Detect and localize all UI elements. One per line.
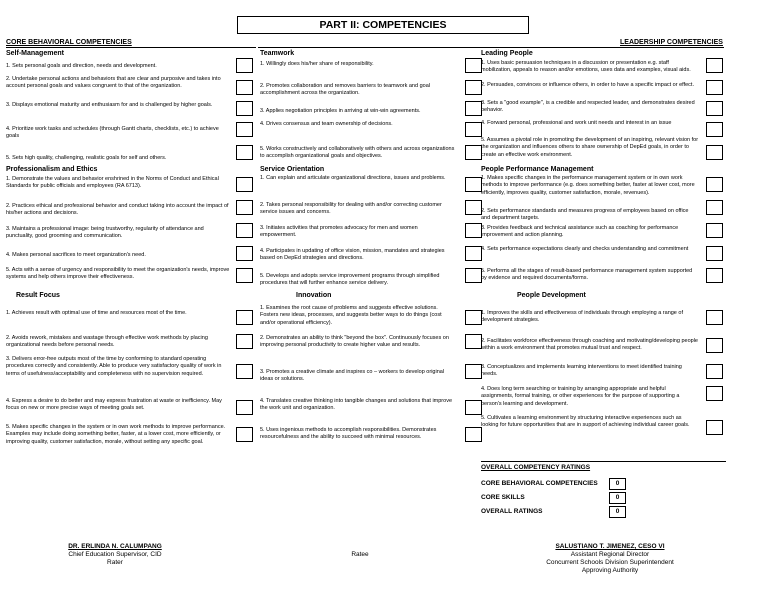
rating-box-innovation-3[interactable]	[465, 364, 482, 379]
rating-box-people-performance-2[interactable]	[706, 200, 723, 215]
service-orientation-item-2: 2. Takes personal responsibility for dealing with and/or correcting customer service issues and concerns.	[260, 202, 442, 216]
rating-box-innovation-5[interactable]	[465, 427, 482, 442]
approver-role: Approving Authority	[581, 567, 639, 574]
rating-box-teamwork-4[interactable]	[465, 122, 482, 137]
rating-box-self-management-1[interactable]	[236, 58, 253, 73]
core-competencies-heading: CORE BEHAVIORAL COMPETENCIES	[6, 39, 132, 46]
section-title-innovation: Innovation	[296, 292, 332, 299]
rating-box-service-orientation-5[interactable]	[465, 268, 482, 283]
innovation-item-3: 3. Promotes a creative climate and inspires co – workers to develop original ideas or solutions.	[260, 369, 445, 383]
rating-box-professionalism-5[interactable]	[236, 268, 253, 283]
self-management-item-5: 5. Sets high quality, challenging, realistic goals for self and others.	[6, 155, 167, 161]
overall-core-skills-label: CORE SKILLS	[481, 494, 525, 501]
self-management-item-1: 1. Sets personal goals and direction, needs and development.	[6, 63, 157, 69]
rating-box-teamwork-3[interactable]	[465, 101, 482, 116]
rating-box-professionalism-2[interactable]	[236, 200, 253, 215]
leading-people-item-4: 4. Forward personal, professional and work unit needs and interest in an issue	[481, 120, 672, 126]
rating-box-leading-people-1[interactable]	[706, 58, 723, 73]
leadership-heading-rule	[258, 47, 724, 48]
page-title: PART II: COMPETENCIES	[237, 16, 529, 34]
section-title-professionalism: Professionalism and Ethics	[6, 166, 98, 173]
approver-signature-block	[520, 543, 700, 575]
rating-box-result-focus-4[interactable]	[236, 400, 253, 415]
overall-core-behavioral-label: CORE BEHAVIORAL COMPETENCIES	[481, 480, 598, 487]
rating-box-teamwork-5[interactable]	[465, 145, 482, 160]
rating-box-result-focus-5[interactable]	[236, 427, 253, 442]
people-development-item-5: 5. Cultivates a learning environment by structuring interactive experiences such as looking for future opportunities that are in support of achieving individual career goals.	[481, 415, 690, 429]
rating-box-leading-people-4[interactable]	[706, 122, 723, 137]
rating-box-people-performance-5[interactable]	[706, 268, 723, 283]
ratee-label: Ratee	[351, 551, 369, 558]
people-performance-item-3: 3. Provides feedback and technical assistance such as coaching for performance improvement and action planning.	[481, 225, 679, 239]
overall-core-behavioral-value: 0	[609, 478, 626, 490]
teamwork-item-1: 1. Willingly does his/her share of responsibility.	[260, 61, 374, 67]
people-development-item-4: 4. Does long term searching or training by arranging appropriate and helpful assignments, formal training, or other experiences for the purpose of supporting a person's learning and development.	[481, 386, 680, 407]
rating-box-people-development-4[interactable]	[706, 386, 723, 401]
people-performance-item-4: 4. Sets performance expectations clearly and checks understanding and commitment	[481, 246, 689, 252]
rating-box-self-management-3[interactable]	[236, 101, 253, 116]
professionalism-item-5: 5. Acts with a sense of urgency and responsibility to meet the organization's needs, improve systems and help others improve their effectiveness.	[6, 267, 230, 281]
section-title-service-orientation: Service Orientation	[260, 166, 325, 173]
service-orientation-item-4: 4. Participates in updating of office vision, mission, mandates and strategies based on DepEd strategies and directions.	[260, 248, 445, 262]
rating-box-self-management-2[interactable]	[236, 80, 253, 95]
people-performance-item-2: 2. Sets performance standards and measures progress of employees based on office and department targets.	[481, 208, 689, 222]
innovation-item-4: 4. Translates creative thinking into tangible changes and solutions that improve the work unit and organization.	[260, 398, 453, 412]
rating-box-people-performance-4[interactable]	[706, 246, 723, 261]
professionalism-item-2: 2. Practices ethical and professional behavior and conduct taking into account the impact of his/her actions and decisions.	[6, 203, 229, 217]
rating-box-service-orientation-2[interactable]	[465, 200, 482, 215]
leading-people-item-5: 5. Assumes a pivotal role in promoting the development of an inspiring, relevant vision for the organization and influences others to share ownership of DepEd goals, in order to create an effective work environment.	[481, 137, 699, 158]
people-performance-item-1: 1. Makes specific changes in the performance management system or in own work methods to improve performance (e.g. does something better, faster at lower cost, more efficiently, improves quality, customer satisfaction, morale, revenues).	[481, 175, 695, 196]
rating-box-people-performance-1[interactable]	[706, 177, 723, 192]
rater-signature-block	[40, 543, 190, 567]
people-development-item-1: 1. Improves the skills and effectiveness of individuals through employing a range of development strategies.	[481, 310, 683, 324]
people-development-item-2: 2. Facilitates workforce effectiveness through coaching and motivating/developing people within a work environment that promotes mutual trust and respect.	[481, 338, 698, 352]
service-orientation-item-1: 1. Can explain and articulate organizational directions, issues and problems.	[260, 175, 446, 181]
rating-box-result-focus-2[interactable]	[236, 334, 253, 349]
innovation-item-2: 2. Demonstrates an ability to think "beyond the box". Continuously focuses on improving personal productivity to create higher value and results.	[260, 335, 449, 349]
rating-box-service-orientation-1[interactable]	[465, 177, 482, 192]
overall-divider	[481, 461, 726, 462]
rating-box-people-development-2[interactable]	[706, 338, 723, 353]
result-focus-item-1: 1. Achieves result with optimal use of time and resources most of the time.	[6, 310, 187, 316]
teamwork-item-2: 2. Promotes collaboration and removes barriers to teamwork and goal accomplishment across the organization.	[260, 83, 430, 97]
section-title-people-development: People Development	[517, 292, 586, 299]
innovation-item-5: 5. Uses ingenious methods to accomplish responsibilities. Demonstrates resourcefulness and the ability to succeed with minimal resources.	[260, 427, 437, 441]
rating-box-service-orientation-3[interactable]	[465, 223, 482, 238]
teamwork-item-3: 3. Applies negotiation principles in arriving at win-win agreements.	[260, 108, 421, 114]
section-title-teamwork: Teamwork	[260, 50, 295, 57]
professionalism-item-1: 1. Demonstrate the values and behavior enshrined in the Norms of Conduct and Ethical Standards for public officials and employees (RA 6713).	[6, 176, 219, 190]
rating-box-professionalism-1[interactable]	[236, 177, 253, 192]
rater-name: DR. ERLINDA N. CALUMPANG	[68, 543, 162, 550]
section-title-self-management: Self-Management	[6, 50, 64, 57]
rater-role: Rater	[107, 559, 123, 566]
result-focus-item-4: 4. Express a desire to do better and may express frustration at waste or inefficiency. May focus on new or more precise ways of meeting goals set.	[6, 398, 222, 412]
overall-ratings-heading: OVERALL COMPETENCY RATINGS	[481, 464, 591, 471]
rating-box-people-performance-3[interactable]	[706, 223, 723, 238]
section-title-people-performance: People Performance Management	[481, 166, 594, 173]
overall-ratings-label: OVERALL RATINGS	[481, 508, 543, 515]
rating-box-people-development-1[interactable]	[706, 310, 723, 325]
result-focus-item-3: 3. Delivers error-free outputs most of the time by conforming to standard operating procedures correctly and consistently. Able to produce very satisfactory quality of work in terms of usefulness/acceptability and completeness with no supervision required.	[6, 356, 222, 377]
people-development-item-3: 3. Conceptualizes and implements learning interventions to meet identified training needs.	[481, 364, 682, 378]
service-orientation-item-5: 5. Develops and adopts service improvement programs through simplified procedures that will further enhance service delivery.	[260, 273, 440, 287]
leading-people-item-3: 3. Sets a "good example", is a credible and respected leader, and demonstrates desired behavior.	[481, 100, 695, 114]
rating-box-teamwork-1[interactable]	[465, 58, 482, 73]
innovation-item-1: 1. Examines the root cause of problems and suggests effective solutions. Fosters new ideas, processes, and suggests better ways to do things (cost and/or operational efficiency).	[260, 305, 442, 326]
rating-box-innovation-1[interactable]	[465, 310, 482, 325]
self-management-item-2: 2. Undertake personal actions and behaviors that are clear and purposive and takes into account personal goals and values congruent to that of the organization.	[6, 76, 221, 90]
leadership-competencies-heading: LEADERSHIP COMPETENCIES	[620, 39, 723, 46]
rating-box-professionalism-3[interactable]	[236, 223, 253, 238]
rating-box-leading-people-2[interactable]	[706, 80, 723, 95]
leading-people-item-2: 2. Persuades, convinces or influence others, in order to have a specific impact or effect.	[481, 82, 694, 88]
professionalism-item-4: 4. Makes personal sacrifices to meet organization's need.	[6, 252, 146, 258]
rating-box-result-focus-1[interactable]	[236, 310, 253, 325]
self-management-item-4: 4. Prioritize work tasks and schedules (through Gantt charts, checklists, etc.) to achieve goals	[6, 126, 219, 140]
rating-box-innovation-2[interactable]	[465, 334, 482, 349]
approver-name: SALUSTIANO T. JIMENEZ, CESO VI	[555, 543, 665, 550]
teamwork-item-4: 4. Drives consensus and team ownership of decisions.	[260, 121, 393, 127]
rating-box-people-development-5[interactable]	[706, 420, 723, 435]
result-focus-item-2: 2. Avoids rework, mistakes and wastage through effective work methods by placing organizational needs before personal needs.	[6, 335, 208, 349]
rating-box-people-development-3[interactable]	[706, 364, 723, 379]
rating-box-professionalism-4[interactable]	[236, 246, 253, 261]
professionalism-item-3: 3. Maintains a professional image: being trustworthy, regularity of attendance and punctuality, good grooming and communication.	[6, 226, 204, 240]
rating-box-service-orientation-4[interactable]	[465, 246, 482, 261]
leading-people-item-1: 1. Uses basic persuasion techniques in a discussion or presentation e.g. staff mobilization, appeals to reason and/or emotions, uses data and examples, visual aids.	[481, 60, 691, 74]
rating-box-teamwork-2[interactable]	[465, 80, 482, 95]
rater-position: Chief Education Supervisor, CID	[68, 551, 162, 558]
rating-box-leading-people-3[interactable]	[706, 101, 723, 116]
teamwork-item-5: 5. Works constructively and collaboratively with others and across organizations to accomplish organizational goals and objectives.	[260, 146, 455, 160]
people-performance-item-5: 5. Performs all the stages of result-based performance management system supported by evidence and required documents/forms.	[481, 268, 693, 282]
self-management-item-3: 3. Displays emotional maturity and enthusiasm for and is challenged by higher goals.	[6, 102, 213, 108]
service-orientation-item-3: 3. Initiates activities that promotes advocacy for men and women empowerment.	[260, 225, 418, 239]
rating-box-innovation-4[interactable]	[465, 400, 482, 415]
rating-box-leading-people-5[interactable]	[706, 145, 723, 160]
overall-core-skills-value: 0	[609, 492, 626, 504]
section-title-result-focus: Result Focus	[16, 292, 60, 299]
rating-box-self-management-5[interactable]	[236, 145, 253, 160]
rating-box-result-focus-3[interactable]	[236, 364, 253, 379]
overall-ratings-value: 0	[609, 506, 626, 518]
result-focus-item-5: 5. Makes specific changes in the system or in own work methods to improve performance. Examples may include doing something better, faster, at a lower cost, more efficiently, or improving quality, customer satisfaction, morale, without setting any specific goal.	[6, 424, 226, 445]
approver-position: Assistant Regional Director	[570, 551, 650, 558]
section-title-leading-people: Leading People	[481, 50, 533, 57]
rating-box-self-management-4[interactable]	[236, 122, 253, 137]
approver-position-2: Concurrent Schools Division Superintendent	[546, 559, 674, 566]
core-heading-rule	[6, 47, 256, 48]
